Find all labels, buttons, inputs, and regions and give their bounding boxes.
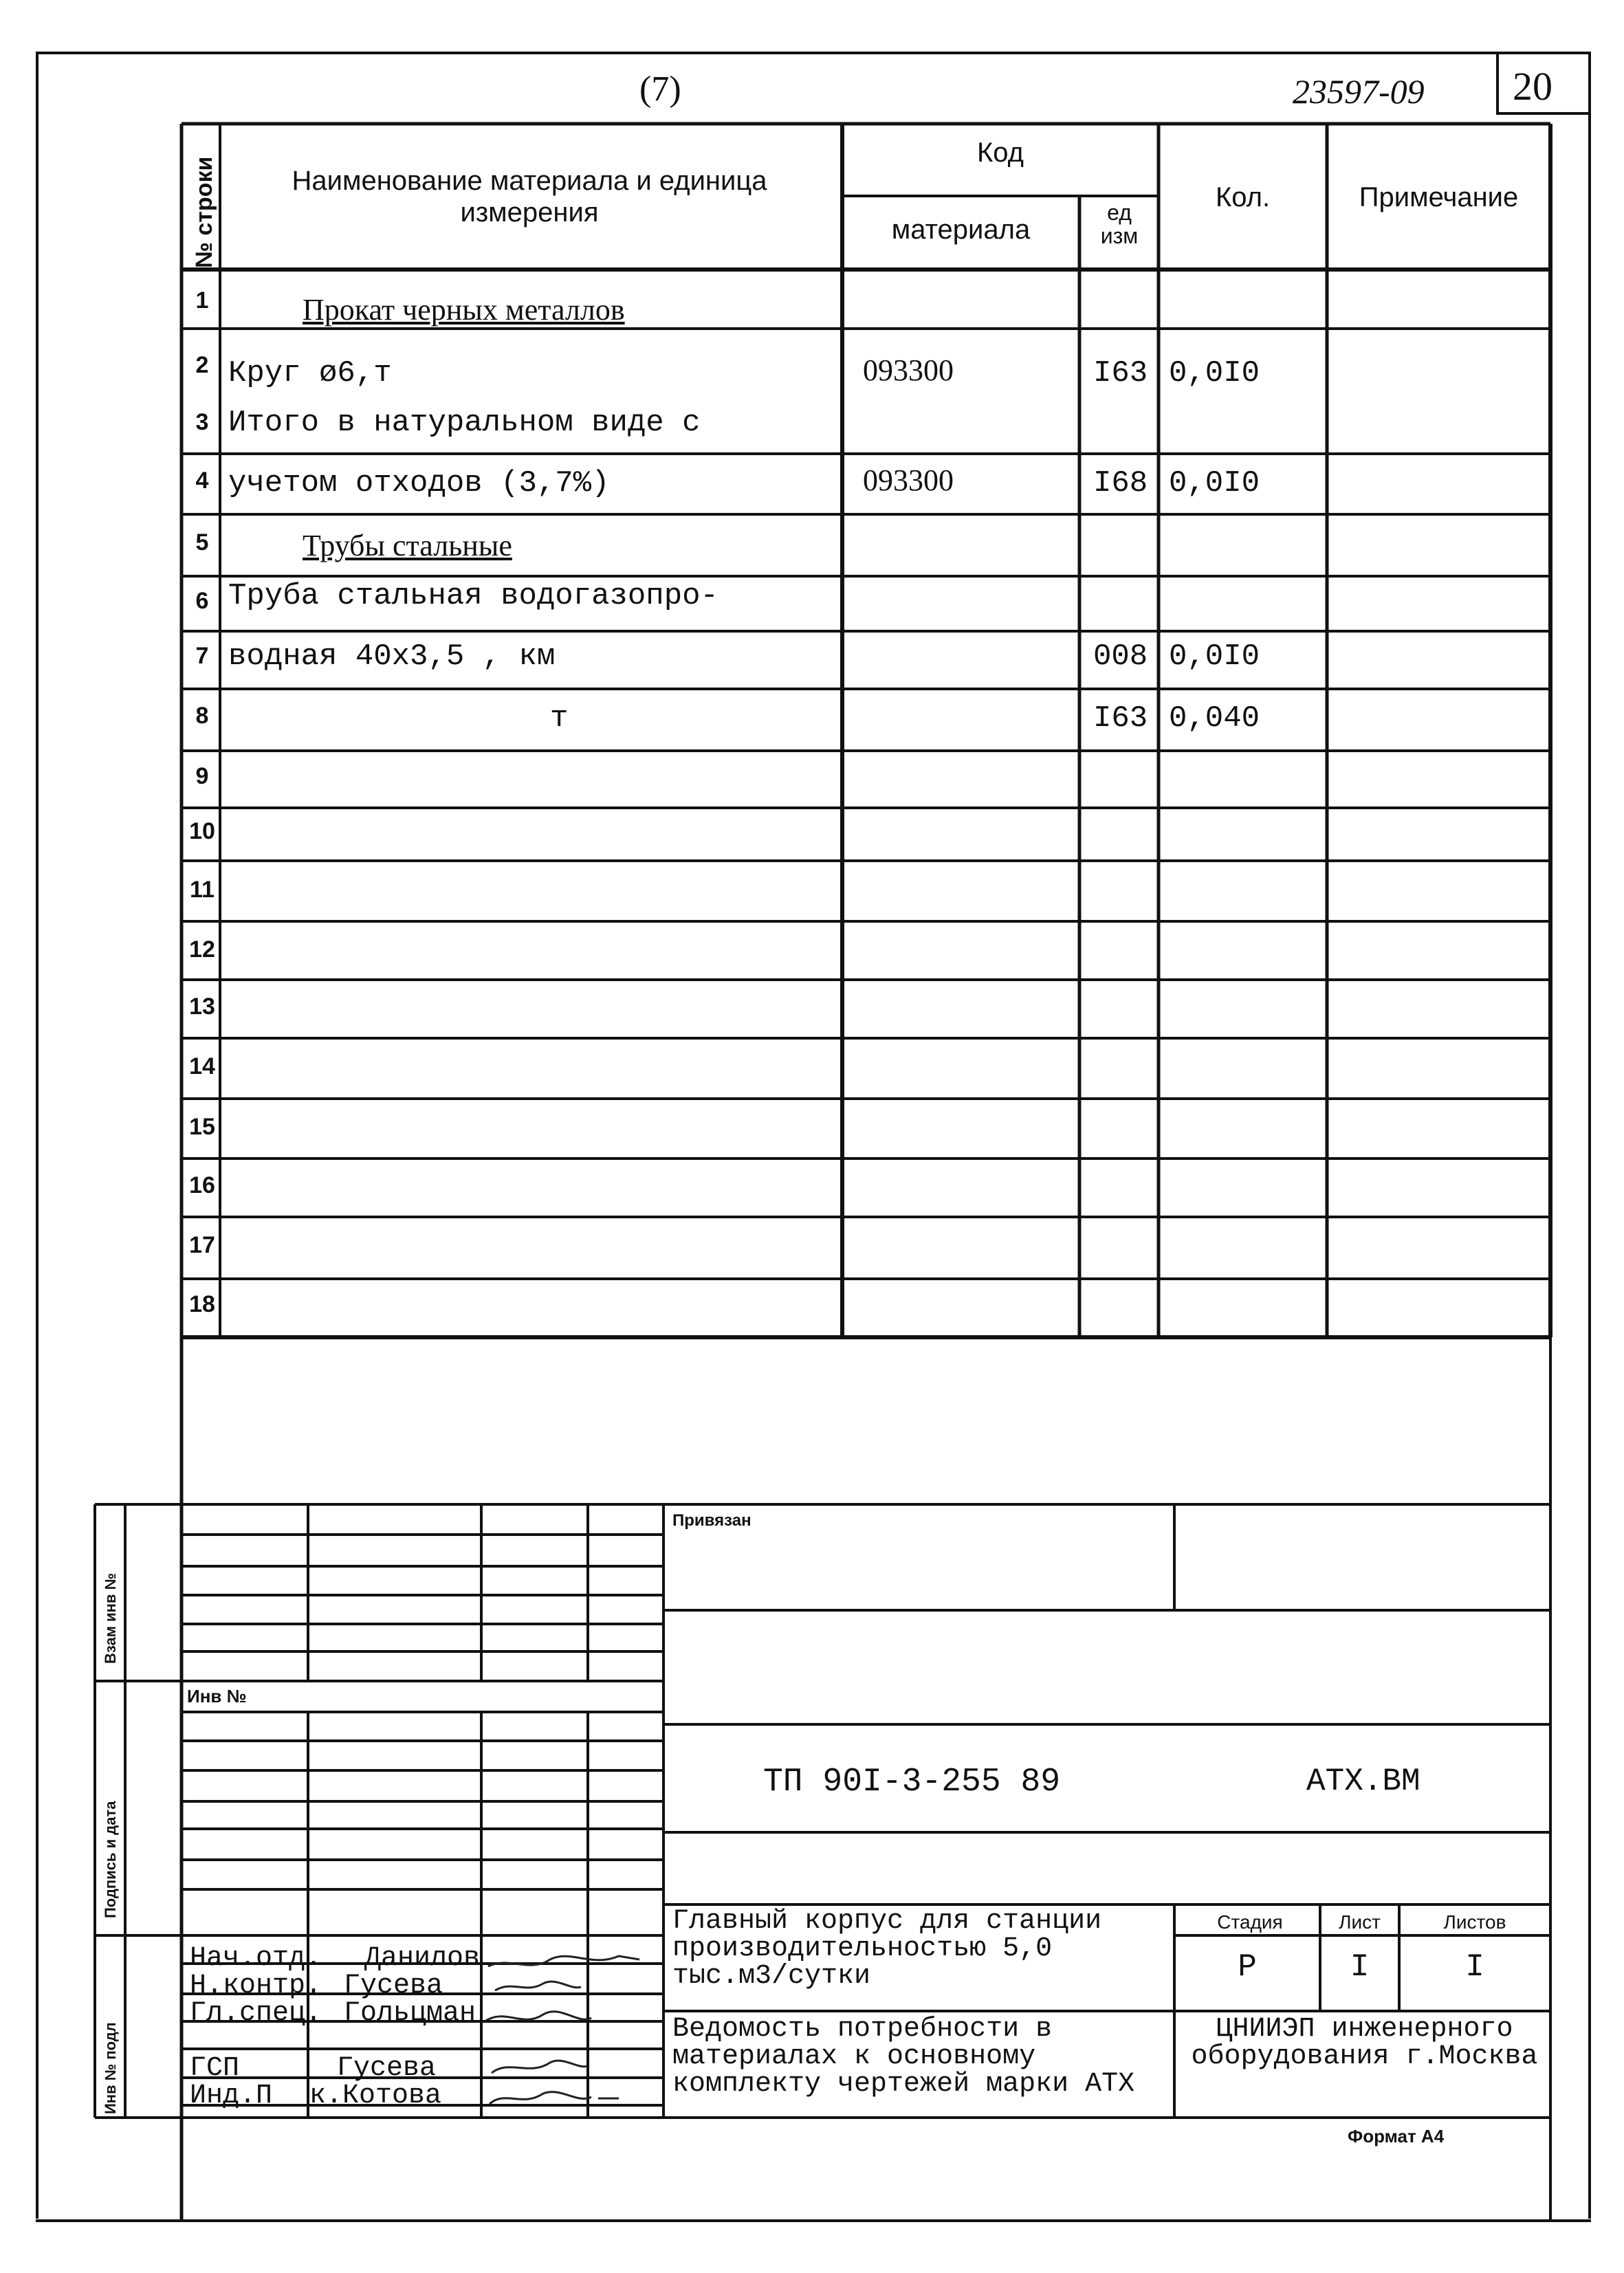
row-quantity: 0,0I0 (1169, 466, 1260, 501)
row-name: Труба стальная водогазопро- (228, 579, 718, 613)
row-quantity: 0,0I0 (1169, 639, 1260, 674)
sheet-label: Лист (1339, 1911, 1381, 1933)
unit-code-header: ед изм (1100, 200, 1139, 248)
row-name: Круг ø6,т (228, 356, 392, 391)
row-quantity: 0,0I0 (1169, 356, 1260, 391)
row-name: водная 40х3,5 , км (228, 639, 556, 674)
signer-role: Нач.отд. (190, 1943, 322, 1974)
sheet-number: 20 (1513, 64, 1552, 109)
signer-name: Гольцман (344, 1998, 476, 2029)
row-number: 16 (189, 1172, 215, 1198)
signer-role: Инд.П (190, 2080, 273, 2111)
stage-value: Р (1238, 1949, 1257, 1985)
row-number: 2 (195, 352, 209, 378)
sheet-title: Ведомость потребности в материалах к основному комплекту чертежей марки АТХ (672, 2014, 1135, 2100)
row-material-code: 093300 (863, 463, 954, 497)
object-title: Главный корпус для станции производительностью 5,0 тыс.м3/сутки (672, 1906, 1102, 1992)
material-name-header: Наименование материала и единица измерения (292, 166, 767, 228)
row-quantity: 0,040 (1169, 701, 1260, 736)
row-name: Итого в натуральном виде с (228, 406, 701, 440)
row-unit-code: I63 (1093, 356, 1148, 391)
center-page-number: (7) (639, 69, 681, 109)
signer-name: Гусева (337, 2053, 437, 2084)
signer-name: к.Котова (309, 2080, 442, 2111)
quantity-header: Кол. (1215, 182, 1271, 212)
sheet-value: I (1350, 1949, 1370, 1985)
organization: ЦНИИЭП инженерного оборудования г.Москва (1191, 2014, 1538, 2072)
code-header: Код (976, 138, 1024, 168)
row-unit-code: I63 (1093, 701, 1148, 736)
signer-role: Н.контр. (190, 1970, 322, 2001)
row-name: т (550, 701, 569, 736)
row-number: 17 (189, 1232, 215, 1258)
row-number: 1 (195, 287, 209, 314)
row-number: 5 (195, 529, 209, 556)
signer-name: Гусева (344, 1970, 443, 2001)
row-unit-code: I68 (1093, 466, 1148, 501)
side-label-podpis-data: Подпись и дата (102, 1801, 119, 1918)
row-number: 13 (189, 993, 215, 1020)
row-number: 14 (189, 1053, 215, 1079)
document-number: 23597-09 (1293, 72, 1425, 111)
row-number: 8 (195, 703, 209, 729)
signer-name: Данилов (364, 1943, 481, 1974)
row-unit-code: 008 (1093, 639, 1148, 674)
row-number-header: № строки (191, 156, 217, 268)
row-number: 4 (195, 468, 209, 494)
row-number: 10 (189, 818, 215, 844)
row-number: 3 (195, 409, 209, 435)
side-label-vzam-inv: Взам инв № (102, 1572, 119, 1664)
signature-scribbles (485, 1956, 639, 2104)
row-number: 6 (195, 588, 209, 614)
row-material-code: 093300 (863, 353, 954, 387)
signer-role: Гл.спец. (190, 1998, 322, 2029)
privyazan-label: Привязан (672, 1511, 751, 1530)
format-label: Формат А4 (1348, 2126, 1445, 2146)
sheets-value: I (1465, 1949, 1484, 1985)
row-number: 18 (189, 1291, 215, 1317)
row-name: Прокат черных металлов (303, 293, 625, 327)
row-name: учетом отходов (3,7%) (228, 466, 610, 501)
project-code: ТП 90I-3-255 89 (763, 1764, 1061, 1801)
sheets-label: Листов (1443, 1911, 1506, 1933)
drawing-mark: АТХ.ВМ (1306, 1764, 1420, 1799)
row-name: Трубы стальные (303, 529, 512, 562)
row-number: 15 (189, 1114, 215, 1140)
signer-role: ГСП (190, 2053, 240, 2084)
row-number: 11 (190, 877, 215, 903)
material-code-header: материала (891, 215, 1031, 245)
inv-no-label: Инв № (187, 1686, 247, 1706)
row-number: 7 (195, 643, 209, 669)
row-number: 9 (195, 763, 209, 789)
stage-label: Стадия (1217, 1911, 1283, 1933)
note-header: Примечание (1359, 182, 1519, 212)
side-label-inv-podl: Инв № подл (102, 2022, 119, 2114)
row-number: 12 (189, 936, 215, 963)
